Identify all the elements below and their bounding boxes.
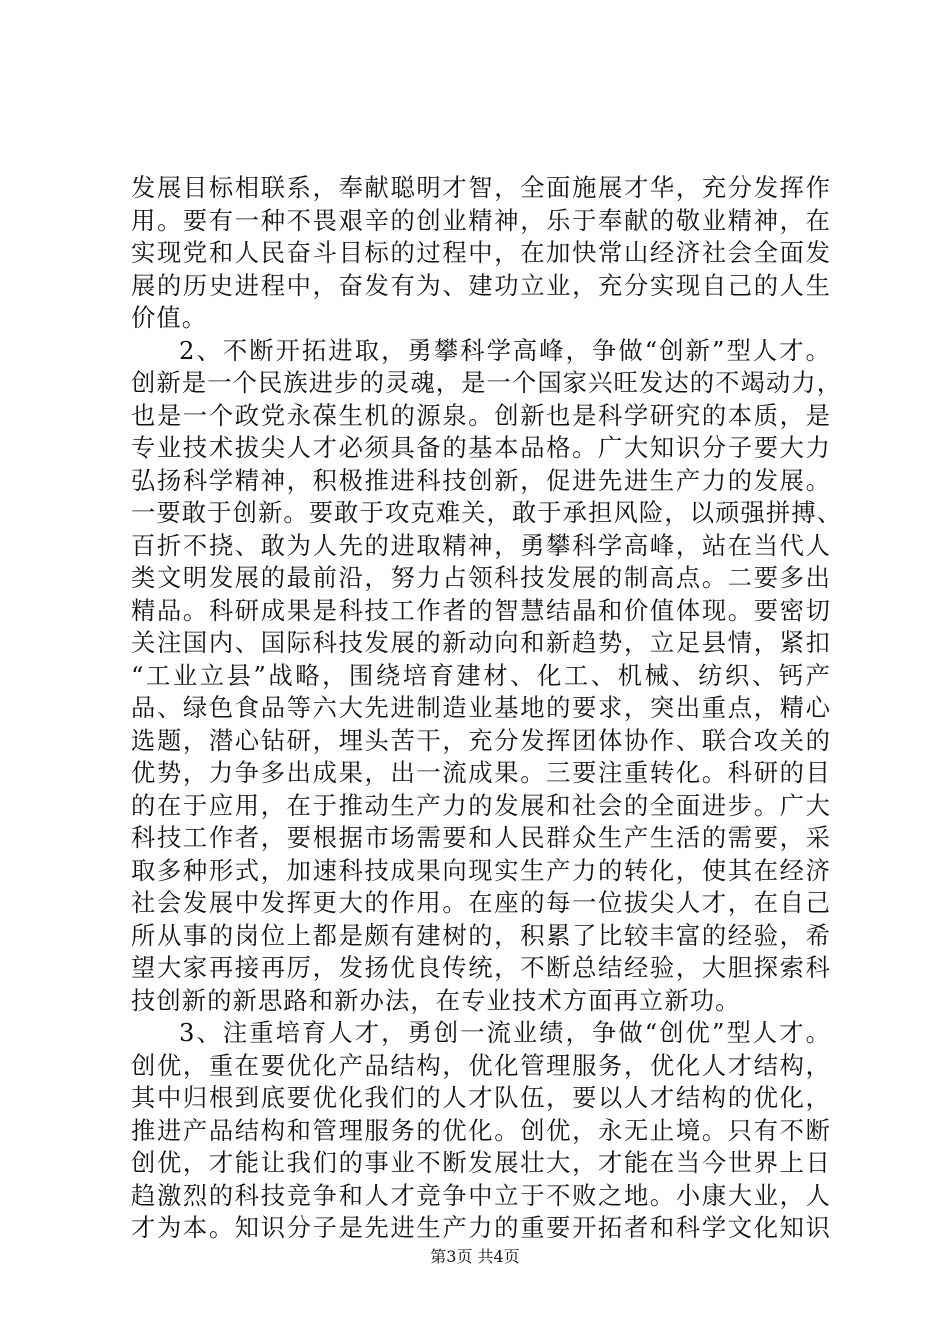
text-line: 价值。 <box>131 303 208 332</box>
text-line: 选题，潜心钻研，埋头苦干，充分发挥团体协作、联合攻关的 <box>131 725 831 755</box>
text-line: 创新是一个民族进步的灵魂，是一个国家兴旺发达的不竭动力， <box>131 368 843 397</box>
text-line: 优势，力争多出成果，出一流成果。三要注重转化。科研的目 <box>131 758 831 787</box>
text-line: 推进产品结构和管理服务的优化。创优，永无止境。只有不断 <box>131 1115 831 1145</box>
text-line: 趋激烈的科技竞争和人才竞争中立于不败之地。小康大业，人 <box>131 1180 831 1210</box>
text-line: 也是一个政党永葆生机的源泉。创新也是科学研究的本质，是 <box>131 400 831 430</box>
text-line: 2、不断开拓进取，勇攀科学高峰，争做“创新”型人才。 <box>179 335 831 365</box>
text-line: “工业立县”战略，围绕培育建材、化工、机械、纺织、钙产 <box>131 660 831 690</box>
text-line: 品、绿色食品等六大先进制造业基地的要求，突出重点，精心 <box>131 693 831 722</box>
text-line: 所从事的岗位上都是颇有建树的，积累了比较丰富的经验，希 <box>131 920 831 950</box>
text-line: 创优，才能让我们的事业不断发展壮大，才能在当今世界上日 <box>131 1148 831 1177</box>
text-line: 百折不挠、敢为人先的进取精神，勇攀科学高峰，站在当代人 <box>131 530 831 560</box>
text-line: 类文明发展的最前沿，努力占领科技发展的制高点。二要多出 <box>131 563 831 592</box>
text-line: 精品。科研成果是科技工作者的智慧结晶和价值体现。要密切 <box>131 595 831 625</box>
page-footer: 第3页 共4页 <box>430 1247 520 1266</box>
text-line: 其中归根到底要优化我们的人才队伍，要以人才结构的优化， <box>131 1083 831 1112</box>
text-line: 展的历史进程中，奋发有为、建功立业，充分实现自己的人生 <box>131 270 831 300</box>
body-text <box>131 172 843 1245</box>
text-line: 的在于应用，在于推动生产力的发展和社会的全面进步。广大 <box>131 790 831 820</box>
text-line: 实现党和人民奋斗目标的过程中，在加快常山经济社会全面发 <box>131 238 831 267</box>
text-line: 发展目标相联系，奉献聪明才智，全面施展才华，充分发挥作 <box>131 173 831 202</box>
text-line: 社会发展中发挥更大的作用。在座的每一位拔尖人才，在自己 <box>131 888 831 917</box>
text-line: 关注国内、国际科技发展的新动向和新趋势，立足县情，紧扣 <box>131 628 831 657</box>
text-line: 一要敢于创新。要敢于攻克难关，敢于承担风险，以顽强拼搏、 <box>131 498 843 527</box>
text-line: 望大家再接再厉，发扬优良传统，不断总结经验，大胆探索科 <box>131 953 831 982</box>
text-line: 弘扬科学精神，积极推进科技创新，促进先进生产力的发展。 <box>131 465 831 495</box>
text-line: 创优，重在要优化产品结构，优化管理服务，优化人才结构， <box>131 1050 831 1080</box>
text-line: 用。要有一种不畏艰辛的创业精神，乐于奉献的敬业精神，在 <box>131 205 831 235</box>
text-line: 3、注重培育人才，勇创一流业绩，争做“创优”型人才。 <box>179 1018 831 1047</box>
text-line: 才为本。知识分子是先进生产力的重要开拓者和科学文化知识 <box>131 1213 831 1242</box>
text-line: 技创新的新思路和新办法，在专业技术方面再立新功。 <box>131 985 741 1015</box>
text-line: 科技工作者，要根据市场需要和人民群众生产生活的需要，采 <box>131 823 831 852</box>
text-line: 专业技术拔尖人才必须具备的基本品格。广大知识分子要大力 <box>131 433 831 462</box>
text-line: 取多种形式，加速科技成果向现实生产力的转化，使其在经济 <box>131 855 831 885</box>
